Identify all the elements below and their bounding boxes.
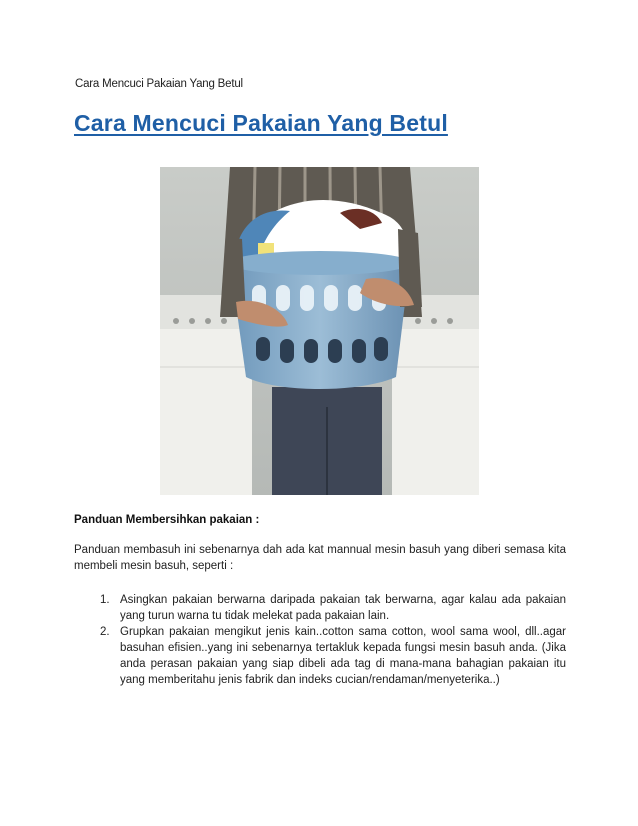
document-title: Cara Mencuci Pakaian Yang Betul [74, 110, 448, 136]
intro-paragraph: Panduan membasuh ini sebenarnya dah ada kat mannual mesin basuh yang diberi semasa kita membeli mesin basuh, seperti : [74, 544, 566, 572]
list-number: 2. [100, 626, 110, 638]
laundry-basket-photo [160, 167, 479, 495]
list-item-text: Grupkan pakaian mengikut jenis kain..cotton sama cotton, wool sama wool, dll..agar basuhan efisien..yang ini sebenarnya tertakluk kepada fungsi mesin basuh anda. (Jika anda perasan pakaian yang siap dibeli ada tag di mana-mana bahagian pakaian itu yang memberitahu jenis fabrik dan indeks cucian/rendaman/menyeterika..) [120, 626, 566, 686]
running-head: Cara Mencuci Pakaian Yang Betul [75, 78, 243, 90]
list-item [100, 624, 566, 688]
steps-list [100, 592, 566, 688]
section-heading: Panduan Membersihkan pakaian : [74, 514, 260, 526]
list-item [100, 592, 566, 624]
list-number: 1. [100, 594, 110, 606]
list-item-text: Asingkan pakaian berwarna daripada pakaian tak berwarna, agar kalau ada pakaian yang turun warna tu tidak melekat pada pakaian lain. [120, 594, 566, 622]
